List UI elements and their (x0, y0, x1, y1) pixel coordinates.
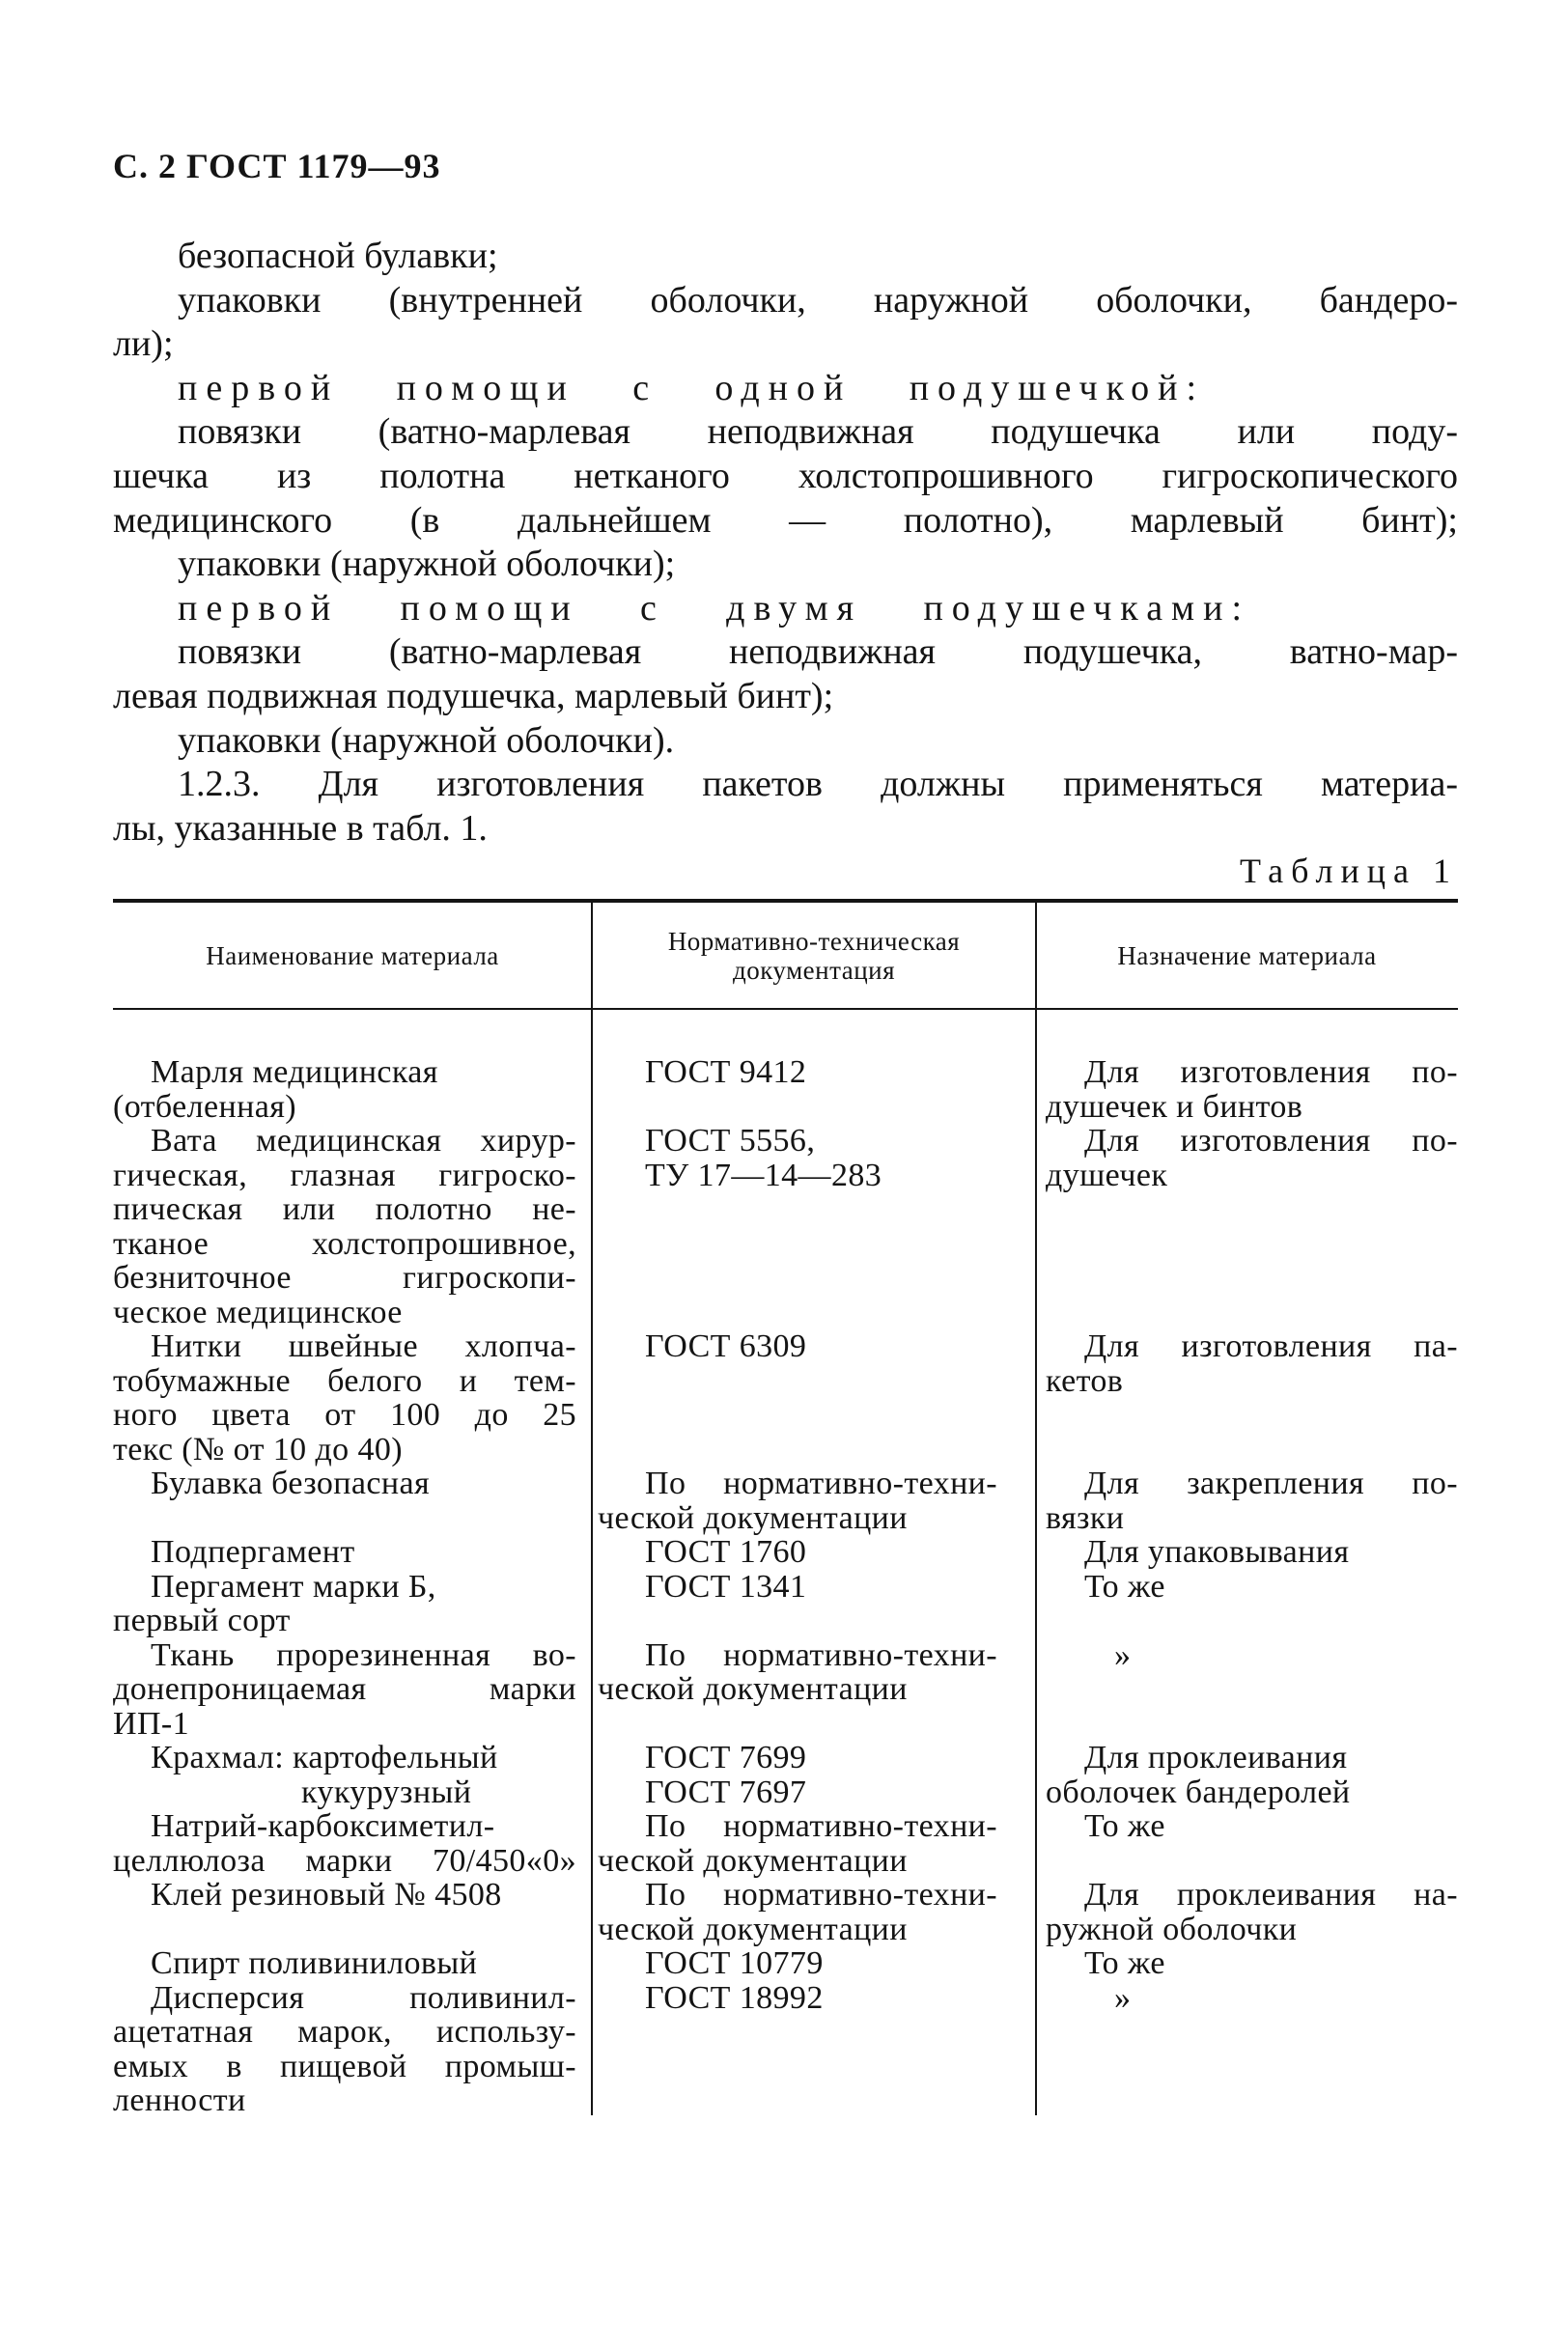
material-line: Марля медицинская (151, 1055, 438, 1090)
material-line: Нитки швейные хлопча- (151, 1329, 576, 1364)
intro-line: упаковки (наружной оболочки). (178, 719, 675, 761)
material-line: ного цвета от 100 до 25 (113, 1398, 576, 1433)
table-cell-material (113, 1055, 592, 1124)
material-line: гическая, глазная гигроско- (113, 1158, 576, 1192)
purpose-line: душечек (1046, 1157, 1168, 1193)
header-purpose-label: Назначение материала (1117, 940, 1377, 970)
intro-line: шечка из полотна нетканого холстопрошивного гигроскопического (113, 455, 1458, 496)
header-material (113, 903, 592, 1008)
table-cell-purpose (1036, 1055, 1458, 1124)
purpose-line: ружной оболочки (1046, 1911, 1298, 1946)
table-cell-documentation (592, 1535, 1036, 1570)
material-line: Спирт поливиниловый (151, 1946, 478, 1981)
table-cell-documentation (592, 1329, 1036, 1467)
material-line: текс (№ от 10 до 40) (113, 1431, 404, 1467)
material-line: ацетатная марок, использу- (113, 2015, 576, 2050)
documentation-line: ГОСТ 7699 (645, 1741, 807, 1775)
table-cell-material (113, 1124, 592, 1329)
table-cell-material (113, 1329, 592, 1467)
purpose-line: Для упаковывания (1084, 1535, 1350, 1570)
table-cell-material (113, 1535, 592, 1570)
intro-line: ли); (113, 323, 174, 365)
table-cell-material (113, 1878, 592, 1946)
intro-line: повязки (ватно-марлевая неподвижная подушечка или поду- (178, 411, 1458, 453)
table-body (113, 1055, 1458, 2118)
intro-line: первой помощи с одной подушечкой: (178, 367, 1205, 408)
intro-text (113, 235, 1458, 851)
header-documentation-label: Нормативно-техническая (667, 926, 961, 956)
documentation-line: ческой документации (598, 1842, 908, 1878)
table-cell-material (113, 1638, 592, 1742)
purpose-line: Для закрепления по- (1084, 1467, 1458, 1501)
table-cell-purpose (1036, 1878, 1458, 1946)
intro-line: упаковки (внутренней оболочки, наружной оболочки, бандеро- (178, 279, 1458, 321)
purpose-line: Для изготовления по- (1084, 1124, 1458, 1159)
intro-line: безопасной булавки; (178, 236, 498, 276)
table-cell-documentation (592, 1946, 1036, 1981)
table-cell-purpose (1036, 1946, 1458, 1981)
purpose-line: кетов (1046, 1362, 1124, 1399)
material-line: Натрий-карбоксиметил- (151, 1809, 495, 1844)
documentation-line: ГОСТ 7697 (645, 1774, 807, 1809)
material-line: целлюлоза марки 70/450«0» (113, 1843, 576, 1878)
header-material-label: Наименование материала (206, 940, 499, 970)
material-line: (отбеленная) (113, 1088, 296, 1124)
documentation-line: ческой документации (598, 1499, 908, 1535)
purpose-line: » (1114, 1637, 1132, 1673)
page-header: С. 2 ГОСТ 1179—93 (113, 147, 441, 185)
table-cell-documentation (592, 1124, 1036, 1329)
material-line: Пергамент марки Б, (151, 1569, 436, 1605)
material-line: ИП-1 (113, 1705, 190, 1741)
material-line: ленности (113, 2082, 246, 2118)
table-cell-purpose (1036, 1809, 1458, 1878)
purpose-line: То же (1084, 1809, 1165, 1844)
table-cell-purpose (1036, 1124, 1458, 1329)
purpose-line: Для изготовления по- (1084, 1055, 1458, 1090)
table-cell-purpose (1036, 1638, 1458, 1742)
purpose-line: То же (1084, 1569, 1165, 1605)
documentation-line: ГОСТ 10779 (645, 1946, 824, 1981)
documentation-line: ТУ 17—14—283 (645, 1157, 882, 1193)
intro-line: левая подвижная подушечка, марлевый бинт); (113, 675, 834, 716)
material-line: пическая или полотно не- (113, 1192, 576, 1227)
material-line: первый сорт (113, 1603, 291, 1638)
table-cell-documentation (592, 1055, 1036, 1124)
intro-line: лы, указанные в табл. 1. (113, 807, 488, 849)
documentation-line: ческой документации (598, 1671, 908, 1707)
purpose-line: То же (1084, 1946, 1165, 1981)
material-line: безниточное гигроскопи- (113, 1261, 576, 1296)
documentation-line: ческой документации (598, 1911, 908, 1946)
table-cell-documentation (592, 1878, 1036, 1946)
table-cell-documentation (592, 1981, 1036, 2118)
intro-line: упаковки (наружной оболочки); (178, 544, 676, 585)
table-cell-documentation (592, 1638, 1036, 1742)
table-cell-material (113, 1467, 592, 1535)
documentation-line: ГОСТ 1760 (645, 1535, 807, 1570)
purpose-line: оболочек бандеролей (1046, 1774, 1351, 1809)
documentation-line: По нормативно-техни- (645, 1637, 997, 1672)
material-line: тканое холстопрошивное, (113, 1226, 576, 1261)
documentation-line: По нормативно-техни- (645, 1878, 997, 1913)
material-line: Клей резиновый № 4508 (151, 1878, 502, 1913)
table-cell-material (113, 1570, 592, 1638)
table-cell-purpose (1036, 1570, 1458, 1638)
table-cell-material (113, 1809, 592, 1878)
documentation-line: ГОСТ 5556, (645, 1124, 816, 1159)
documentation-line: ГОСТ 18992 (645, 1980, 824, 2016)
header-documentation (592, 903, 1036, 1008)
table-cell-purpose (1036, 1329, 1458, 1467)
purpose-line: Для проклеивания (1084, 1741, 1348, 1775)
purpose-line: душечек и бинтов (1046, 1088, 1303, 1124)
material-line: Крахмал: картофельный (151, 1741, 498, 1775)
purpose-line: вязки (1046, 1499, 1125, 1535)
intro-line: медицинского (в дальнейшем — полотно), марлевый бинт); (113, 499, 1458, 541)
intro-line: первой помощи с двумя подушечками: (178, 587, 1250, 629)
material-line: донепроницаемая марки (113, 1672, 576, 1707)
material-line: Подпергамент (151, 1535, 355, 1570)
material-line: ческое медицинское (113, 1294, 403, 1329)
purpose-line: Для проклеивания на- (1084, 1878, 1458, 1913)
header-purpose (1036, 903, 1458, 1008)
table-cell-purpose (1036, 1981, 1458, 2118)
material-line: Булавка безопасная (151, 1467, 430, 1501)
table-header-rule (113, 1008, 1458, 1010)
material-line: кукурузный (301, 1774, 472, 1809)
table-caption: Таблица 1 (1240, 852, 1458, 890)
purpose-line: Для изготовления па- (1084, 1329, 1458, 1364)
table-cell-purpose (1036, 1467, 1458, 1535)
documentation-line: ГОСТ 9412 (645, 1055, 807, 1090)
purpose-line: » (1114, 1980, 1132, 2016)
table-cell-material (113, 1946, 592, 1981)
table-cell-purpose (1036, 1535, 1458, 1570)
documentation-line: По нормативно-техни- (645, 1467, 997, 1501)
material-line: Вата медицинская хирур- (151, 1124, 576, 1159)
material-line: тобумажные белого и тем- (113, 1363, 576, 1398)
documentation-line: ГОСТ 1341 (645, 1569, 807, 1605)
documentation-line: По нормативно-техни- (645, 1809, 997, 1844)
material-line: Ткань прорезиненная во- (151, 1637, 576, 1672)
intro-line: повязки (ватно-марлевая неподвижная подушечка, ватно-мар- (178, 631, 1458, 673)
documentation-line: ГОСТ 6309 (645, 1329, 807, 1364)
table-cell-material (113, 1981, 592, 2118)
table-cell-documentation (592, 1741, 1036, 1809)
table-cell-purpose (1036, 1741, 1458, 1809)
header-documentation-label: документация (732, 955, 896, 985)
table-cell-documentation (592, 1570, 1036, 1638)
table-cell-documentation (592, 1467, 1036, 1535)
intro-line: 1.2.3. Для изготовления пакетов должны применяться материа- (178, 764, 1458, 805)
table-cell-documentation (592, 1809, 1036, 1878)
table-header (113, 903, 1458, 1008)
material-line: Дисперсия поливинил- (151, 1980, 576, 2015)
table-cell-material (113, 1741, 592, 1809)
material-line: емых в пищевой промыш- (113, 2049, 576, 2083)
